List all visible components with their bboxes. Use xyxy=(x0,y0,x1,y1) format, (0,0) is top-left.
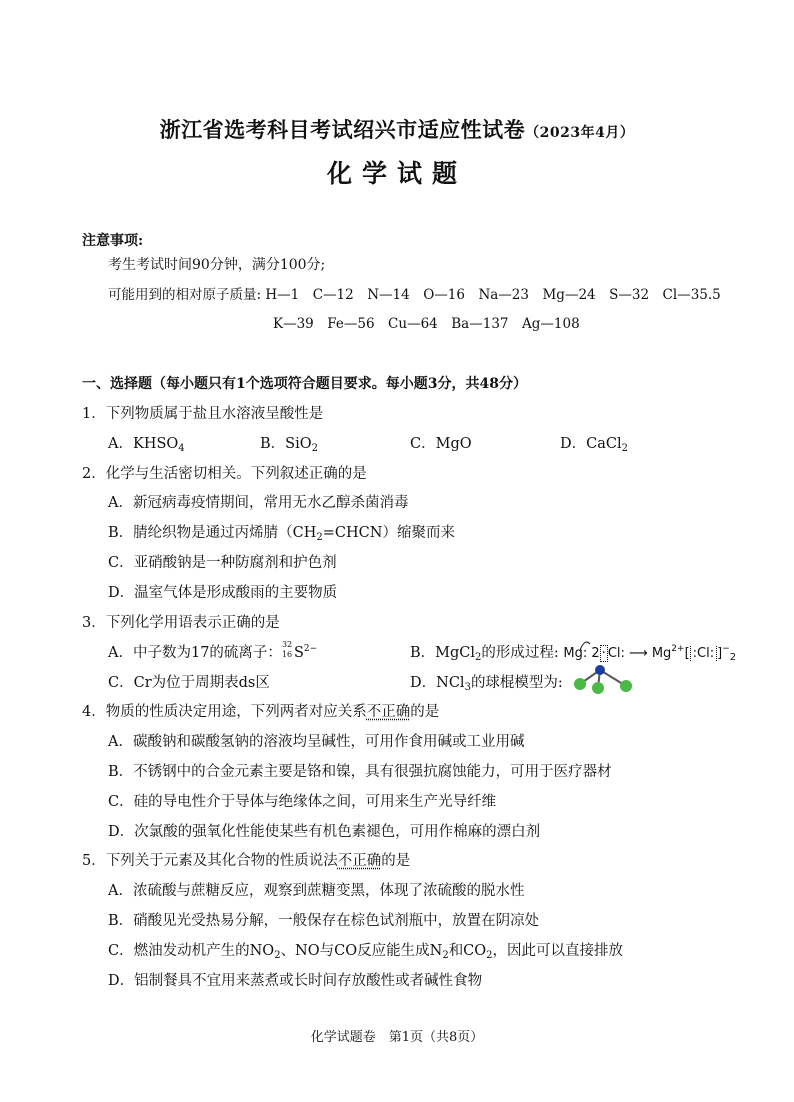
exam-subtitle: 化学试题 xyxy=(326,159,467,188)
notice-line-1: 考生考试时间90分钟，满分100分; xyxy=(108,257,326,273)
question-2-option-c: C．亚硝酸钠是一种防腐剂和护色剂 xyxy=(108,555,337,571)
question-3-option-b: B．MgCl$_2$的形成过程: Mg: 2 · Cl: ⟶ $Mg^{2+}$[ :Cl: ]$^-_2$ xyxy=(410,641,736,663)
question-1-option-c: C．MgO xyxy=(410,436,472,452)
question-5-option-b: B．硝酸见光受热易分解，一般保存在棕色试剂瓶中，放置在阴凉处 xyxy=(108,913,540,929)
isotope-notation: 32 16 xyxy=(281,640,293,659)
section-heading: 一、选择题（每小题只有1个选项符合题目要求。每小题3分，共48分） xyxy=(82,376,527,392)
right-arrow-icon: ⟶ xyxy=(629,646,648,661)
page-footer: 化学试题卷 第1页（共8页） xyxy=(310,1030,484,1045)
curved-arrow-icon xyxy=(579,638,591,652)
question-2-option-b: B．腈纶织物是通过丙烯腈$(CH_2=CHCN)$缩聚而来 xyxy=(108,525,455,543)
question-5-stem: 5．下列关于元素及其化合物的性质说法不正确的是 xyxy=(82,853,411,869)
ncl3-ball-stick-model xyxy=(570,662,636,694)
question-1-option-b: B．SiO$_2$ xyxy=(260,436,318,454)
notice-line-2: 可能用到的相对原子质量: H—1 C—12 N—14 O—16 Na—23 Mg—24 S—32 Cl—35.5 xyxy=(108,287,721,303)
question-5-option-c: C．燃油发动机产生的$NO_2$、NO与CO反应能生成$N_2$和$CO_2$，因此可以直接排放 xyxy=(108,943,624,961)
notice-line-3: K—39 Fe—56 Cu—64 Ba—137 Ag—108 xyxy=(273,316,580,332)
question-3-option-a: A．中子数为17的硫离子： 32 16 $S^{2-}$ xyxy=(108,640,318,661)
question-4-option-b: B．不锈钢中的合金元素主要是铬和镍，具有很强抗腐蚀能力，可用于医疗器材 xyxy=(108,764,612,780)
exam-title-text: 浙江省选考科目考试绍兴市适应性试卷 xyxy=(159,117,526,142)
question-3-option-c: C．Cr为位于周期表ds区 xyxy=(108,675,270,691)
notice-heading: 注意事项: xyxy=(82,233,144,249)
electron-dot-formation: Mg: 2 · Cl: ⟶ $Mg^{2+}$[ :Cl: ]$^-_2$ xyxy=(563,646,736,661)
question-4-option-a: A．碳酸钠和碳酸氢钠的溶液均呈碱性，可用作食用碱或工业用碱 xyxy=(108,734,525,750)
exam-title xyxy=(0,114,794,144)
question-5-option-a: A．浓硫酸与蔗糖反应，观察到蔗糖变黑，体现了浓硫酸的脱水性 xyxy=(108,883,525,899)
question-1-option-d: D．CaCl$_2$ xyxy=(560,436,628,454)
question-2-option-d: D．温室气体是形成酸雨的主要物质 xyxy=(108,585,338,601)
question-1-stem: 1．下列物质属于盐且水溶液呈酸性是 xyxy=(82,406,324,422)
question-2-option-a: A．新冠病毒疫情期间，常用无水乙醇杀菌消毒 xyxy=(108,495,409,511)
question-4-option-d: D．次氯酸的强氧化性能使某些有机色素褪色，可用作棉麻的漂白剂 xyxy=(108,824,541,840)
question-2-stem: 2．化学与生活密切相关。下列叙述正确的是 xyxy=(82,466,367,482)
question-5-option-d: D．铝制餐具不宜用来蒸煮或长时间存放酸性或者碱性食物 xyxy=(108,973,483,989)
question-4-stem: 4．物质的性质决定用途，下列两者对应关系不正确的是 xyxy=(82,704,440,720)
question-1-option-a: A．$KHSO_4$ xyxy=(108,436,185,454)
question-3-option-d: D．NCl$_3$的球棍模型为: xyxy=(410,675,563,693)
question-4-option-c: C．硅的导电性介于导体与绝缘体之间，可用来生产光导纤维 xyxy=(108,794,497,810)
question-3-stem: 3．下列化学用语表示正确的是 xyxy=(82,615,280,631)
exam-date: （2023年4月） xyxy=(525,125,635,141)
